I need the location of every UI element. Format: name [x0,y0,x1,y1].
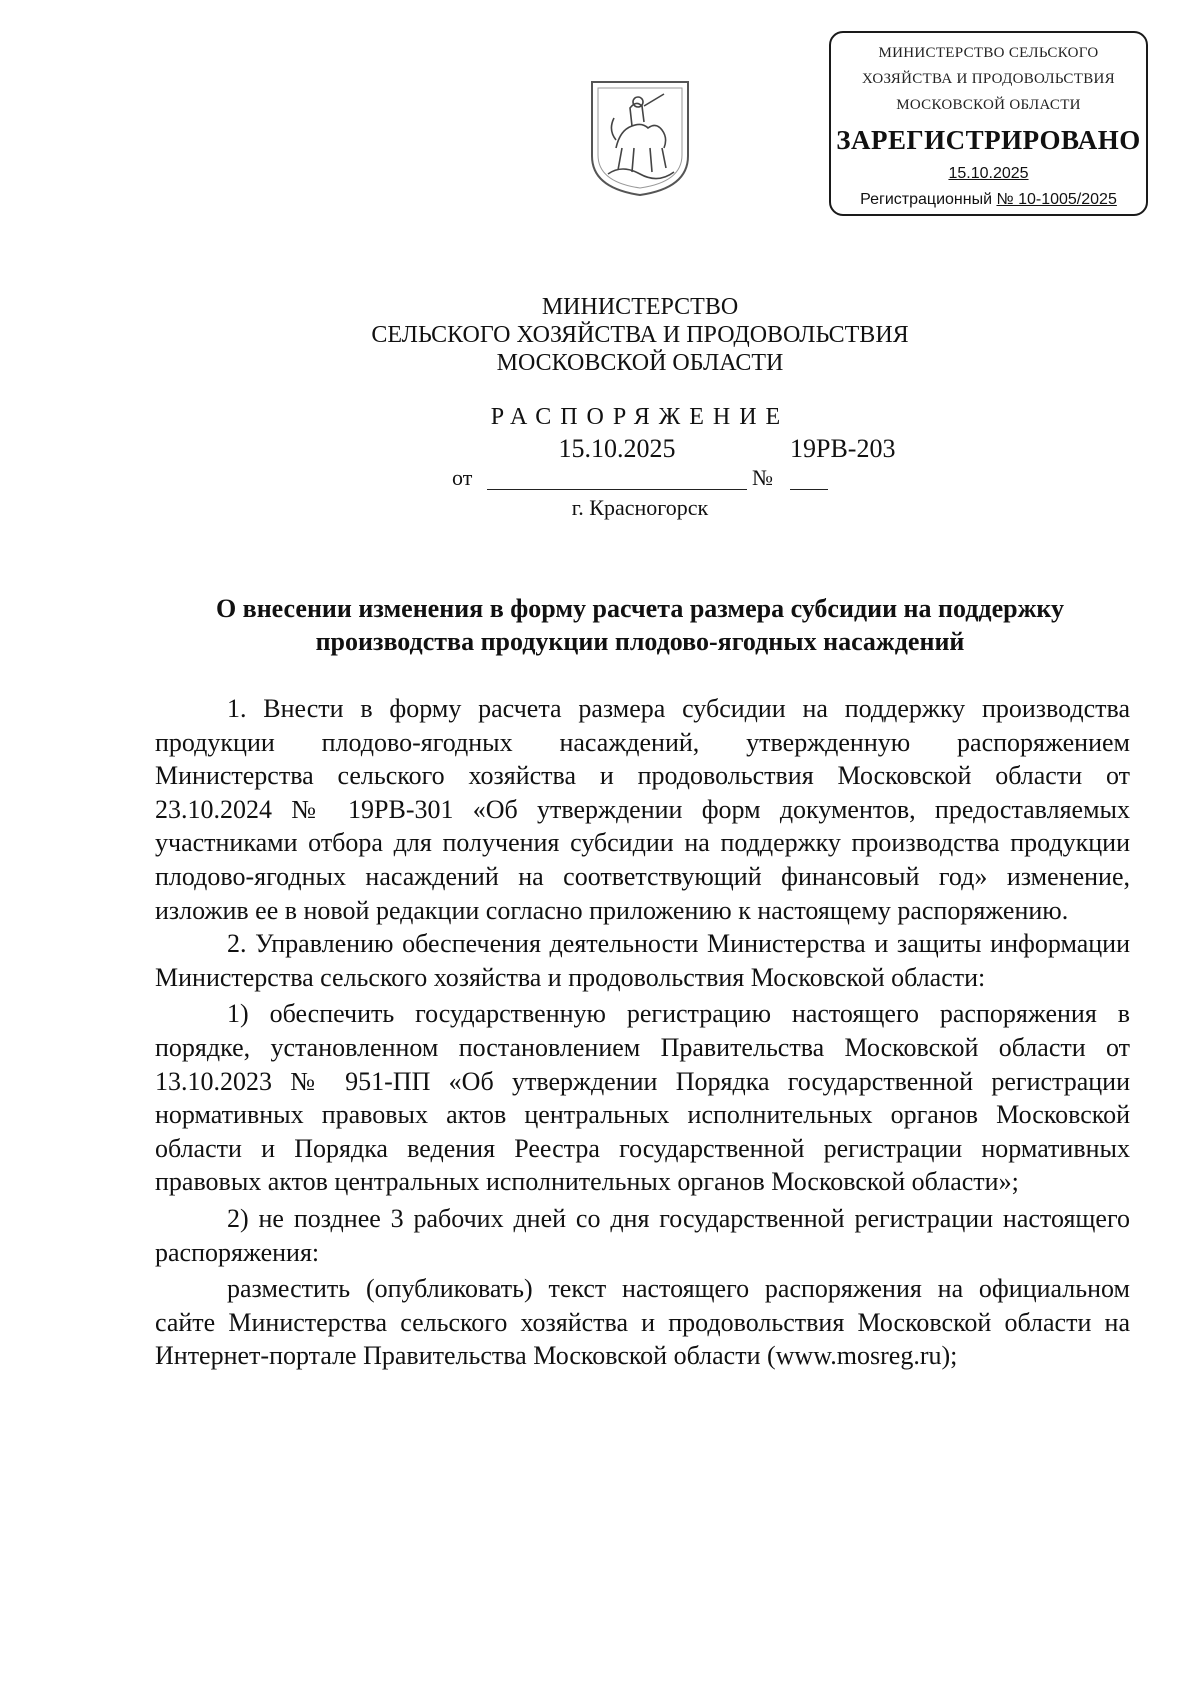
order-date-underline [487,489,747,490]
document-title [160,592,1120,658]
stamp-reg-label: Регистрационный [860,191,993,208]
document-title-line-2: производства продукции плодово-ягодных насаждений [315,627,965,656]
order-title: РАСПОРЯЖЕНИЕ [490,404,790,430]
stamp-ministry-line-3: МОСКОВСКОЙ ОБЛАСТИ [896,97,1081,113]
stamp-ministry-line-1: МИНИСТЕРСТВО СЕЛЬСКОГО [878,45,1099,61]
stamp-ministry-line-2: ХОЗЯЙСТВА И ПРОДОВОЛЬСТВИЯ [862,71,1115,87]
order-number-underline [790,489,828,490]
document-body [155,692,1130,1373]
paragraph-1: 1. Внести в форму расчета размера субсидии на поддержку производства продукции плодово-ягодных насаждений, утвержденную распоряжением Министерства сельского хозяйства и продовольствия Московской области от 23.10.2024 № 19РВ-301 «Об утверждении форм документов, предоставляемых участниками отбора для получения субсидии на поддержку производства продукции плодово-ягодных насаждений на соответствующий финансовый год» изменение, изложив ее в новой редакции согласно приложению к настоящему распоряжению. [155,694,1130,925]
coat-of-arms-icon [586,78,694,198]
ministry-header-line-2: СЕЛЬСКОГО ХОЗЯЙСТВА И ПРОДОВОЛЬСТВИЯ [371,322,909,348]
paragraph-2-1: 1) обеспечить государственную регистрацию настоящего распоряжения в порядке, установленном постановлением Правительства Московской области от 13.10.2023 № 951-ПП «Об утверждении Порядка государственной регистрации нормативных правовых актов центральных исполнительных органов Московской области и Порядка ведения Реестра государственной регистрации нормативных правовых актов центральных исполнительных органов Московской области»; [155,999,1130,1197]
stamp-registration-row [831,191,1146,209]
paragraph-2-2: 2) не позднее 3 рабочих дней со дня государственной регистрации настоящего распоряжения: [155,1203,1130,1267]
stamp-date-row [831,165,1146,183]
order-date: 15.10.2025 [558,434,676,463]
paragraph-publish: разместить (опубликовать) текст настоящего распоряжения на официальном сайте Министерства сельского хозяйства и продовольствия Московской области на Интернет-портале Правительства Московской области (www.mosreg.ru); [155,1274,1130,1371]
stamp-reg-number: № 10-1005/2025 [996,191,1117,208]
ministry-header-line-1: МИНИСТЕРСТВО [541,294,739,320]
order-number-label: № [752,465,773,490]
order-number: 19РВ-203 [790,434,896,463]
ministry-header-line-3: МОСКОВСКОЙ ОБЛАСТИ [496,350,784,376]
order-city: г. Красногорск [571,495,709,520]
paragraph-2: 2. Управлению обеспечения деятельности Министерства и защиты информации Министерства сельского хозяйства и продовольствия Московской области: [155,929,1130,992]
document-title-line-1: О внесении изменения в форму расчета размера субсидии на поддержку [215,594,1065,623]
order-from-label: от [452,465,473,490]
stamp-registered-title: ЗАРЕГИСТРИРОВАНО [836,125,1141,155]
registration-stamp [829,31,1148,216]
stamp-date: 15.10.2025 [948,165,1029,182]
